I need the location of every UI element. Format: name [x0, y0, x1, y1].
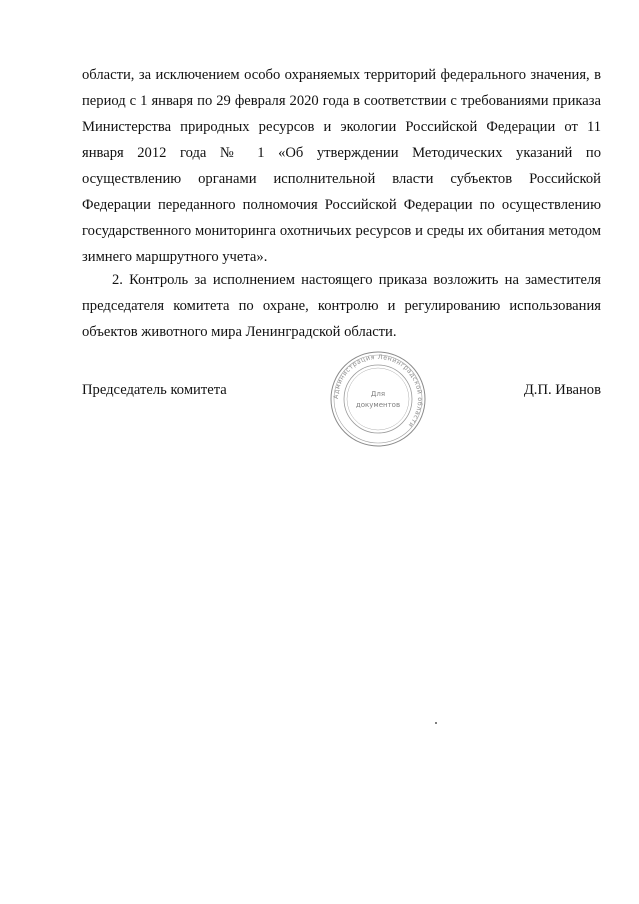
paragraph-2: 2. Контроль за исполнением настоящего приказа возложить на заместителя председателя комитета по охране, контролю и регулированию использования объектов животного мира Ленинградской области. — [82, 272, 601, 340]
seal-ring-text: Администрация Ленинградской области — [332, 353, 424, 429]
scan-speck — [435, 722, 437, 724]
seal-center-line-2: документов — [355, 401, 401, 409]
signer-title: Председатель комитета — [82, 382, 227, 398]
seal-center-line-1: Для — [370, 390, 386, 398]
paragraph-1: области, за исключением особо охраняемых территорий федерального значения, в период с 1 января по 29 февраля 2020 года в соответствии с требованиями приказа Министерства природных ресурсов и экологии Российской Федерации от 11 января 2012 года № 1 «Об утверждении Методических указаний по осуществлению органами исполнительной власти субъектов Российской Федерации переданного полномочия Российской Федерации по осуществлению государственного мониторинга охотничьих ресурсов и среды их обитания методом зимнего маршрутного учета». — [82, 67, 601, 265]
official-seal-stamp — [316, 349, 440, 449]
signer-name: Д.П. Иванов — [523, 382, 601, 398]
